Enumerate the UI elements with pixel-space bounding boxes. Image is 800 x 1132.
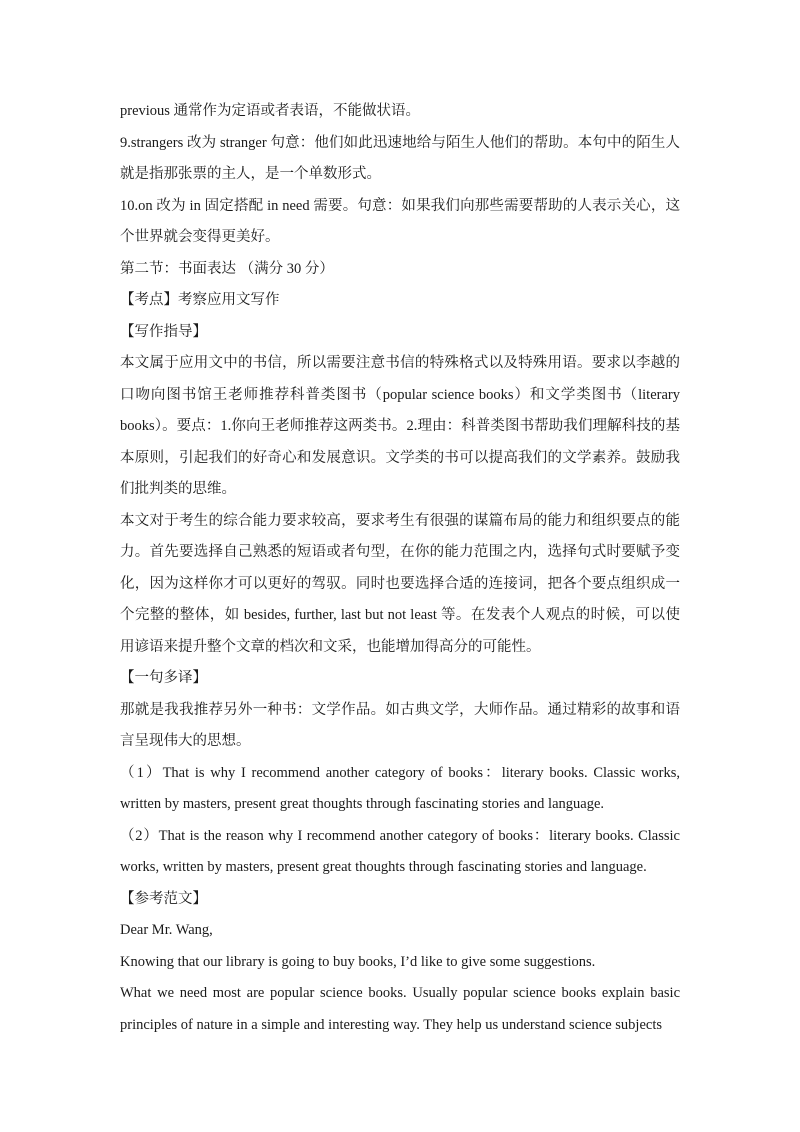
- letter-body: What we need most are popular science books. Usually popular science books explain basic principles of nature in a simple and interesting way. They help us understand science subjects: [120, 985, 680, 1033]
- heading-multiple-translations: 【一句多译】: [120, 670, 207, 686]
- paragraph-answer-10: 10.on 改为 in 固定搭配 in need 需要。句意：如果我们向那些需要帮助的人表示关心，这个世界就会变得更美好。: [120, 197, 680, 245]
- paragraph-translation-2: （2）That is the reason why I recommend another category of books：literary books. Classic works, written by masters, present great thoughts through fascinating stories and language.: [120, 827, 680, 875]
- heading-sample-essay: 【参考范文】: [120, 890, 207, 907]
- section-heading-writing: 第二节：书面表达 （满分 30 分）: [120, 260, 334, 277]
- letter-opening: Knowing that our library is going to buy books, I’d like to give some suggestions.: [120, 953, 596, 970]
- paragraph-source-sentence: 那就是我我推荐另外一种书：文学作品。如古典文学，大师作品。通过精彩的故事和语言呈现伟大的思想。: [120, 701, 680, 749]
- document-page: [120, 96, 680, 1041]
- heading-test-point: 【考点】考察应用文写作: [120, 292, 280, 308]
- paragraph-translation-1: （1）That is why I recommend another category of books：literary books. Classic works, written by masters, present great thoughts through fascinating stories and language.: [120, 764, 680, 812]
- heading-writing-guidance: 【写作指导】: [120, 323, 207, 340]
- paragraph-answer-9: 9.strangers 改为 stranger 句意：他们如此迅速地给与陌生人他们的帮助。本句中的陌生人就是指那张票的主人，是一个单数形式。: [120, 134, 680, 182]
- paragraph-guidance-2: 本文对于考生的综合能力要求较高，要求考生有很强的谋篇布局的能力和组织要点的能力。首先要选择自己熟悉的短语或者句型，在你的能力范围之内，选择句式时要赋予变化，因为这样你才可以更好的驾驭。同时也要选择合适的连接词，把各个要点组织成一个完整的整体，如 besides, further, last but not least 等。在发表个人观点的时候，可以使用谚语来提升整个文章的档次和文采，也能增加得高分的可能性。: [120, 512, 680, 655]
- paragraph-previous-note: previous 通常作为定语或者表语，不能做状语。: [120, 103, 421, 119]
- letter-salutation: Dear Mr. Wang,: [120, 922, 213, 938]
- paragraph-guidance-1: 本文属于应用文中的书信，所以需要注意书信的特殊格式以及特殊用语。要求以李越的口吻向图书馆王老师推荐科普类图书（popular science books）和文学类图书（literary books）。要点：1.你向王老师推荐这两类书。2.理由：科普类图书帮助我们理解科技的基本原则，引起我们的好奇心和发展意识。文学类的书可以提高我们的文学素养。鼓励我们批判类的思维。: [120, 355, 680, 497]
